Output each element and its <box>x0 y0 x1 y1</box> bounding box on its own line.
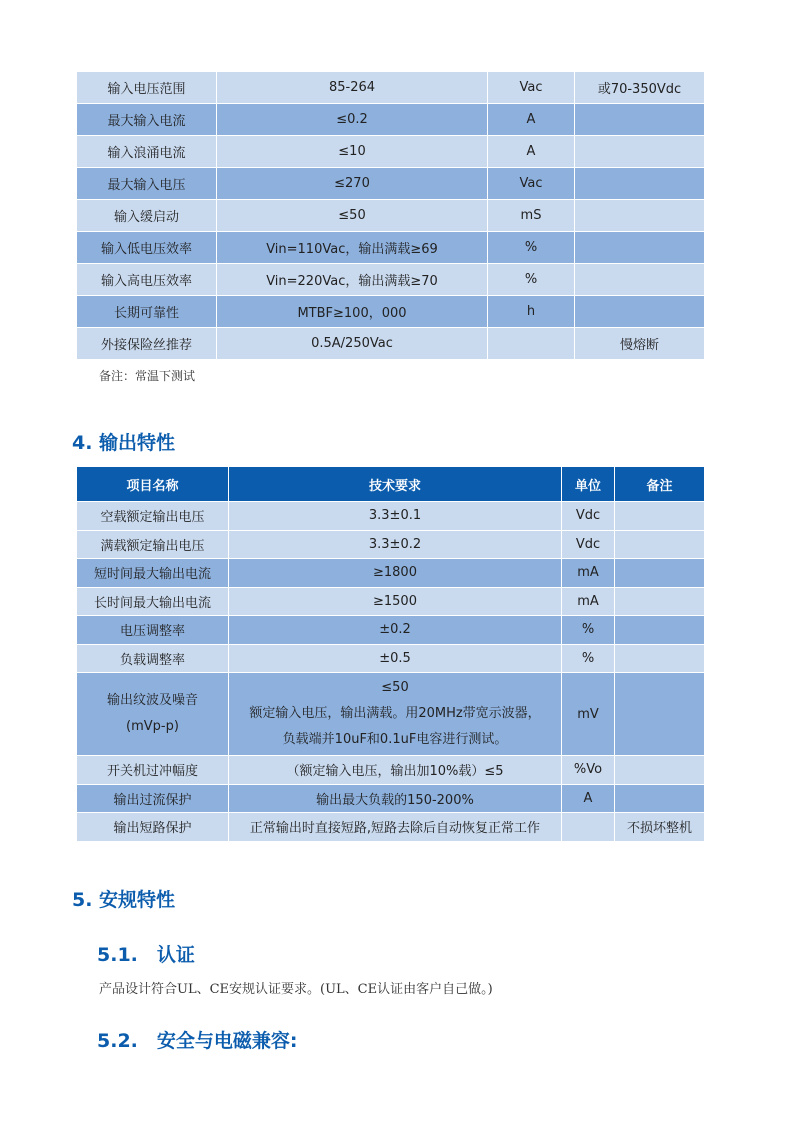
note-cell <box>575 168 705 200</box>
table-row <box>77 104 705 136</box>
unit-cell: %Vo <box>562 756 615 785</box>
item-cell: 输入电压范围 <box>77 72 217 104</box>
item-cell: 输出过流保护 <box>77 784 229 813</box>
item-cell: 输出短路保护 <box>77 813 229 842</box>
unit-cell: Vdc <box>562 530 615 559</box>
spec-cell: 输出最大负载的150-200% <box>229 784 562 813</box>
note-cell <box>575 200 705 232</box>
spec-cell: 3.3±0.1 <box>229 502 562 531</box>
item-cell: 长期可靠性 <box>77 296 217 328</box>
note-cell: 慢熔断 <box>575 328 705 360</box>
note-cell: 不损坏整机 <box>615 813 705 842</box>
output-spec-table <box>76 466 705 842</box>
note-cell: 或70-350Vdc <box>575 72 705 104</box>
note-cell <box>575 264 705 296</box>
item-cell: 长时间最大输出电流 <box>77 587 229 616</box>
table-row <box>77 616 705 645</box>
unit-cell: A <box>488 136 575 168</box>
header-unit: 单位 <box>562 467 615 502</box>
spec-line: 额定输入电压，输出满载。用20MHz带宽示波器， <box>249 706 541 721</box>
table-row <box>77 72 705 104</box>
table-row <box>77 136 705 168</box>
item-cell: 输入缓启动 <box>77 200 217 232</box>
section-5-heading: 5. 安规特性 <box>72 889 176 911</box>
note-cell <box>615 616 705 645</box>
spec-cell: Vin=110Vac，输出满载≥69 <box>217 232 488 264</box>
spec-cell: MTBF≥100，000 <box>217 296 488 328</box>
item-cell: 输入浪涌电流 <box>77 136 217 168</box>
item-cell: 空载额定输出电压 <box>77 502 229 531</box>
unit-cell <box>488 328 575 360</box>
item-cell: 输入低电压效率 <box>77 232 217 264</box>
item-line: 输出纹波及噪音 <box>106 693 198 708</box>
spec-line: 负载端并10uF和0.1uF电容进行测试。 <box>282 732 508 747</box>
unit-cell: % <box>562 644 615 673</box>
table-row <box>77 756 705 785</box>
item-cell: 电压调整率 <box>77 616 229 645</box>
note-cell <box>615 644 705 673</box>
spec-cell: 0.5A/250Vac <box>217 328 488 360</box>
unit-cell: Vac <box>488 72 575 104</box>
spec-cell: ≤10 <box>217 136 488 168</box>
table-header-row <box>77 467 705 502</box>
note-cell <box>615 673 705 756</box>
note-cell <box>575 136 705 168</box>
spec-cell: Vin=220Vac，输出满载≥70 <box>217 264 488 296</box>
item-cell <box>77 673 229 756</box>
note-cell <box>615 784 705 813</box>
unit-cell: mV <box>562 673 615 756</box>
unit-cell: Vdc <box>562 502 615 531</box>
note-cell <box>615 587 705 616</box>
header-note: 备注 <box>615 467 705 502</box>
table-row <box>77 502 705 531</box>
table-row <box>77 644 705 673</box>
item-cell: 开关机过冲幅度 <box>77 756 229 785</box>
section-5-2-heading: 5.2. 安全与电磁兼容: <box>97 1030 298 1052</box>
table-row <box>77 587 705 616</box>
item-cell: 最大输入电压 <box>77 168 217 200</box>
table-row-ripple <box>77 673 705 756</box>
unit-cell: Vac <box>488 168 575 200</box>
spec-cell: ±0.2 <box>229 616 562 645</box>
table-row <box>77 784 705 813</box>
item-cell: 负载调整率 <box>77 644 229 673</box>
unit-cell: mA <box>562 587 615 616</box>
table-row <box>77 328 705 360</box>
note-cell <box>615 756 705 785</box>
note-cell <box>575 232 705 264</box>
unit-cell: A <box>562 784 615 813</box>
table-row <box>77 264 705 296</box>
section-5-1-heading: 5.1. 认证 <box>97 944 195 966</box>
table-row <box>77 813 705 842</box>
note-cell <box>615 559 705 588</box>
spec-cell: ≥1500 <box>229 587 562 616</box>
table-footnote: 备注：常温下测试 <box>99 369 196 383</box>
table-row <box>77 559 705 588</box>
item-line: (mVp-p) <box>126 719 179 734</box>
note-cell <box>615 502 705 531</box>
table-row <box>77 168 705 200</box>
table-row <box>77 232 705 264</box>
spec-cell: ±0.5 <box>229 644 562 673</box>
spec-cell: ≤50 <box>217 200 488 232</box>
certification-paragraph: 产品设计符合UL、CE安规认证要求。(UL、CE认证由客户自己做。) <box>99 982 493 997</box>
note-cell <box>615 530 705 559</box>
item-cell: 满载额定输出电压 <box>77 530 229 559</box>
spec-cell: ≤0.2 <box>217 104 488 136</box>
table-row <box>77 296 705 328</box>
header-spec: 技术要求 <box>229 467 562 502</box>
header-item: 项目名称 <box>77 467 229 502</box>
item-cell: 外接保险丝推荐 <box>77 328 217 360</box>
item-cell: 短时间最大输出电流 <box>77 559 229 588</box>
table-row <box>77 200 705 232</box>
spec-cell: ≤270 <box>217 168 488 200</box>
item-cell: 最大输入电流 <box>77 104 217 136</box>
spec-cell: 正常输出时直接短路,短路去除后自动恢复正常工作 <box>229 813 562 842</box>
unit-cell: mA <box>562 559 615 588</box>
unit-cell: % <box>488 264 575 296</box>
unit-cell: mS <box>488 200 575 232</box>
spec-cell: 3.3±0.2 <box>229 530 562 559</box>
spec-line: ≤50 <box>381 680 409 695</box>
unit-cell: % <box>488 232 575 264</box>
spec-cell: （额定输入电压，输出加10%载）≤5 <box>229 756 562 785</box>
spec-cell: ≥1800 <box>229 559 562 588</box>
note-cell <box>575 104 705 136</box>
note-cell <box>575 296 705 328</box>
section-4-heading: 4. 输出特性 <box>72 432 176 454</box>
spec-cell <box>229 673 562 756</box>
spec-cell: 85-264 <box>217 72 488 104</box>
table-row <box>77 530 705 559</box>
unit-cell: A <box>488 104 575 136</box>
unit-cell <box>562 813 615 842</box>
item-cell: 输入高电压效率 <box>77 264 217 296</box>
unit-cell: % <box>562 616 615 645</box>
input-spec-table <box>76 71 705 360</box>
unit-cell: h <box>488 296 575 328</box>
